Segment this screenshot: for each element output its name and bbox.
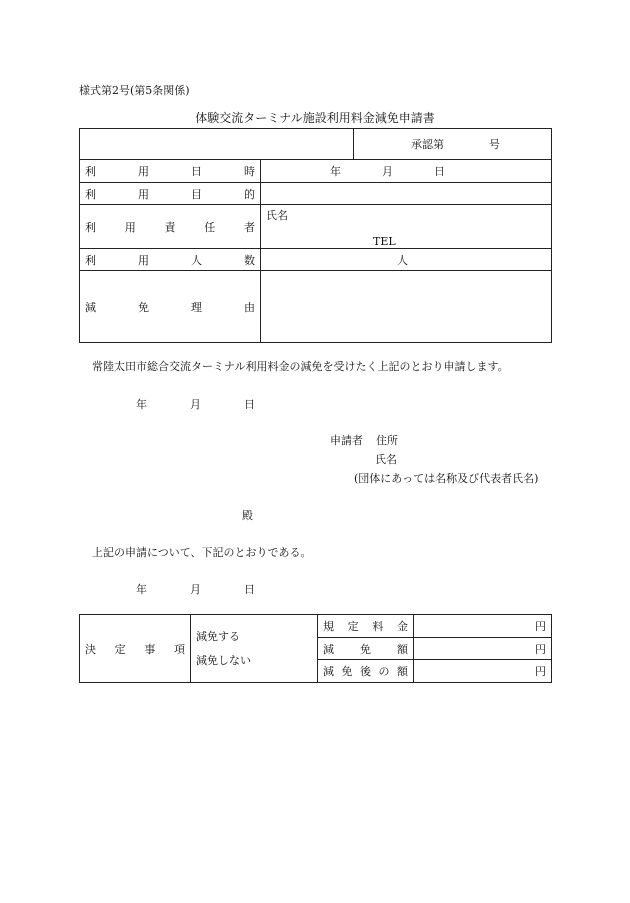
address-label: 住所 xyxy=(376,434,398,447)
label-char: 減 xyxy=(323,642,334,656)
responsible-person-row xyxy=(80,205,552,249)
label-char: 額 xyxy=(397,642,408,656)
approval-row xyxy=(80,129,552,160)
applicant-label: 申請者 xyxy=(330,434,363,447)
label-char: 用 xyxy=(138,165,149,178)
addressee-suffix: 殿 xyxy=(242,509,253,522)
label-char: 定 xyxy=(114,642,126,656)
usage-purpose-row xyxy=(80,183,552,205)
name-label: 氏名 xyxy=(266,209,288,222)
application-date xyxy=(136,396,255,412)
tel-label: TEL xyxy=(373,235,396,248)
label-char: 後 xyxy=(360,665,371,678)
year-label: 年 xyxy=(136,398,147,411)
month-label: 月 xyxy=(190,583,201,596)
month-label: 月 xyxy=(382,165,393,178)
label-char: 減 xyxy=(85,300,96,314)
label-char: 減 xyxy=(323,665,334,678)
applicant-name-label: 氏名 xyxy=(375,453,397,466)
usage-count-label xyxy=(80,249,261,271)
label-char: 定 xyxy=(347,620,359,633)
decision-date xyxy=(136,581,255,597)
applicant-note: (団体にあっては名称及び代表者氏名) xyxy=(354,472,539,485)
year-label: 年 xyxy=(330,165,341,178)
month-label: 月 xyxy=(190,398,201,411)
standard-fee-value[interactable] xyxy=(414,615,552,638)
usage-purpose-label xyxy=(80,183,261,205)
yen-unit: 円 xyxy=(535,665,546,678)
label-char: 時 xyxy=(244,165,255,178)
option-exempt[interactable]: 減免する xyxy=(196,630,240,643)
label-char: 理 xyxy=(191,300,202,314)
usage-count-value[interactable] xyxy=(261,249,552,271)
decision-statement: 上記の申請について、下記のとおりである。 xyxy=(92,546,312,559)
label-char: 的 xyxy=(244,187,255,201)
approval-suffix: 号 xyxy=(489,138,500,151)
day-label: 日 xyxy=(244,398,255,411)
label-char: 利 xyxy=(85,165,96,178)
label-char: 利 xyxy=(85,253,96,267)
year-label: 年 xyxy=(136,583,147,596)
standard-fee-label xyxy=(318,615,414,638)
label-char: 利 xyxy=(85,187,96,201)
label-char: 規 xyxy=(323,620,334,633)
label-char: 免 xyxy=(360,642,371,656)
exemption-reason-label xyxy=(80,271,261,343)
option-not-exempt[interactable]: 減免しない xyxy=(196,654,251,667)
day-label: 日 xyxy=(434,165,445,178)
label-char: 利 xyxy=(85,220,96,234)
label-char: 任 xyxy=(204,220,216,234)
label-char: 免 xyxy=(138,300,149,314)
label-char: 数 xyxy=(244,253,255,267)
exemption-amount-value[interactable] xyxy=(414,638,552,660)
label-char: 責 xyxy=(164,220,176,234)
approval-prefix: 承認第 xyxy=(411,138,444,151)
day-label: 日 xyxy=(244,583,255,596)
label-char: 目 xyxy=(191,187,202,201)
responsible-person-value[interactable] xyxy=(261,205,552,249)
usage-datetime-row xyxy=(80,160,552,183)
decision-table xyxy=(79,614,552,683)
label-char: 者 xyxy=(244,220,255,234)
decision-label xyxy=(80,615,191,683)
applicant-address-line xyxy=(330,432,398,448)
label-char: 額 xyxy=(397,665,408,678)
yen-unit: 円 xyxy=(535,642,546,656)
decision-row xyxy=(80,615,552,638)
label-char: 用 xyxy=(124,220,136,234)
persons-unit: 人 xyxy=(397,253,408,267)
post-exemption-value[interactable] xyxy=(414,660,552,683)
label-char: 由 xyxy=(244,300,255,314)
label-char: 日 xyxy=(191,165,202,178)
responsible-person-label xyxy=(80,205,261,249)
label-char: 免 xyxy=(341,665,353,678)
usage-purpose-value[interactable] xyxy=(261,183,552,205)
usage-datetime-label xyxy=(80,160,261,183)
label-char: 事 xyxy=(144,642,156,656)
label-char: 金 xyxy=(396,620,408,633)
exemption-amount-label xyxy=(318,638,414,660)
usage-datetime-value[interactable] xyxy=(261,160,552,183)
approval-number-cell[interactable] xyxy=(354,129,552,160)
post-exemption-label xyxy=(318,660,414,683)
page-title: 体験交流ターミナル施設利用料金減免申請書 xyxy=(195,111,435,125)
decision-options[interactable] xyxy=(191,615,318,683)
form-number: 様式第2号(第5条関係) xyxy=(79,84,190,97)
label-char: 決 xyxy=(85,642,96,656)
label-char: 用 xyxy=(138,253,149,267)
approval-blank-cell[interactable] xyxy=(80,129,354,160)
yen-unit: 円 xyxy=(535,620,546,633)
label-char: 料 xyxy=(372,620,384,633)
label-char: 用 xyxy=(138,187,149,201)
label-char: 人 xyxy=(191,253,202,267)
application-table xyxy=(79,128,552,343)
label-char: 項 xyxy=(173,642,185,656)
usage-count-row xyxy=(80,249,552,271)
label-char: の xyxy=(378,665,390,678)
exemption-reason-row xyxy=(80,271,552,343)
application-statement: 常陸太田市総合交流ターミナル利用料金の減免を受けたく上記のとおり申請します。 xyxy=(92,360,509,373)
exemption-reason-value[interactable] xyxy=(261,271,552,343)
